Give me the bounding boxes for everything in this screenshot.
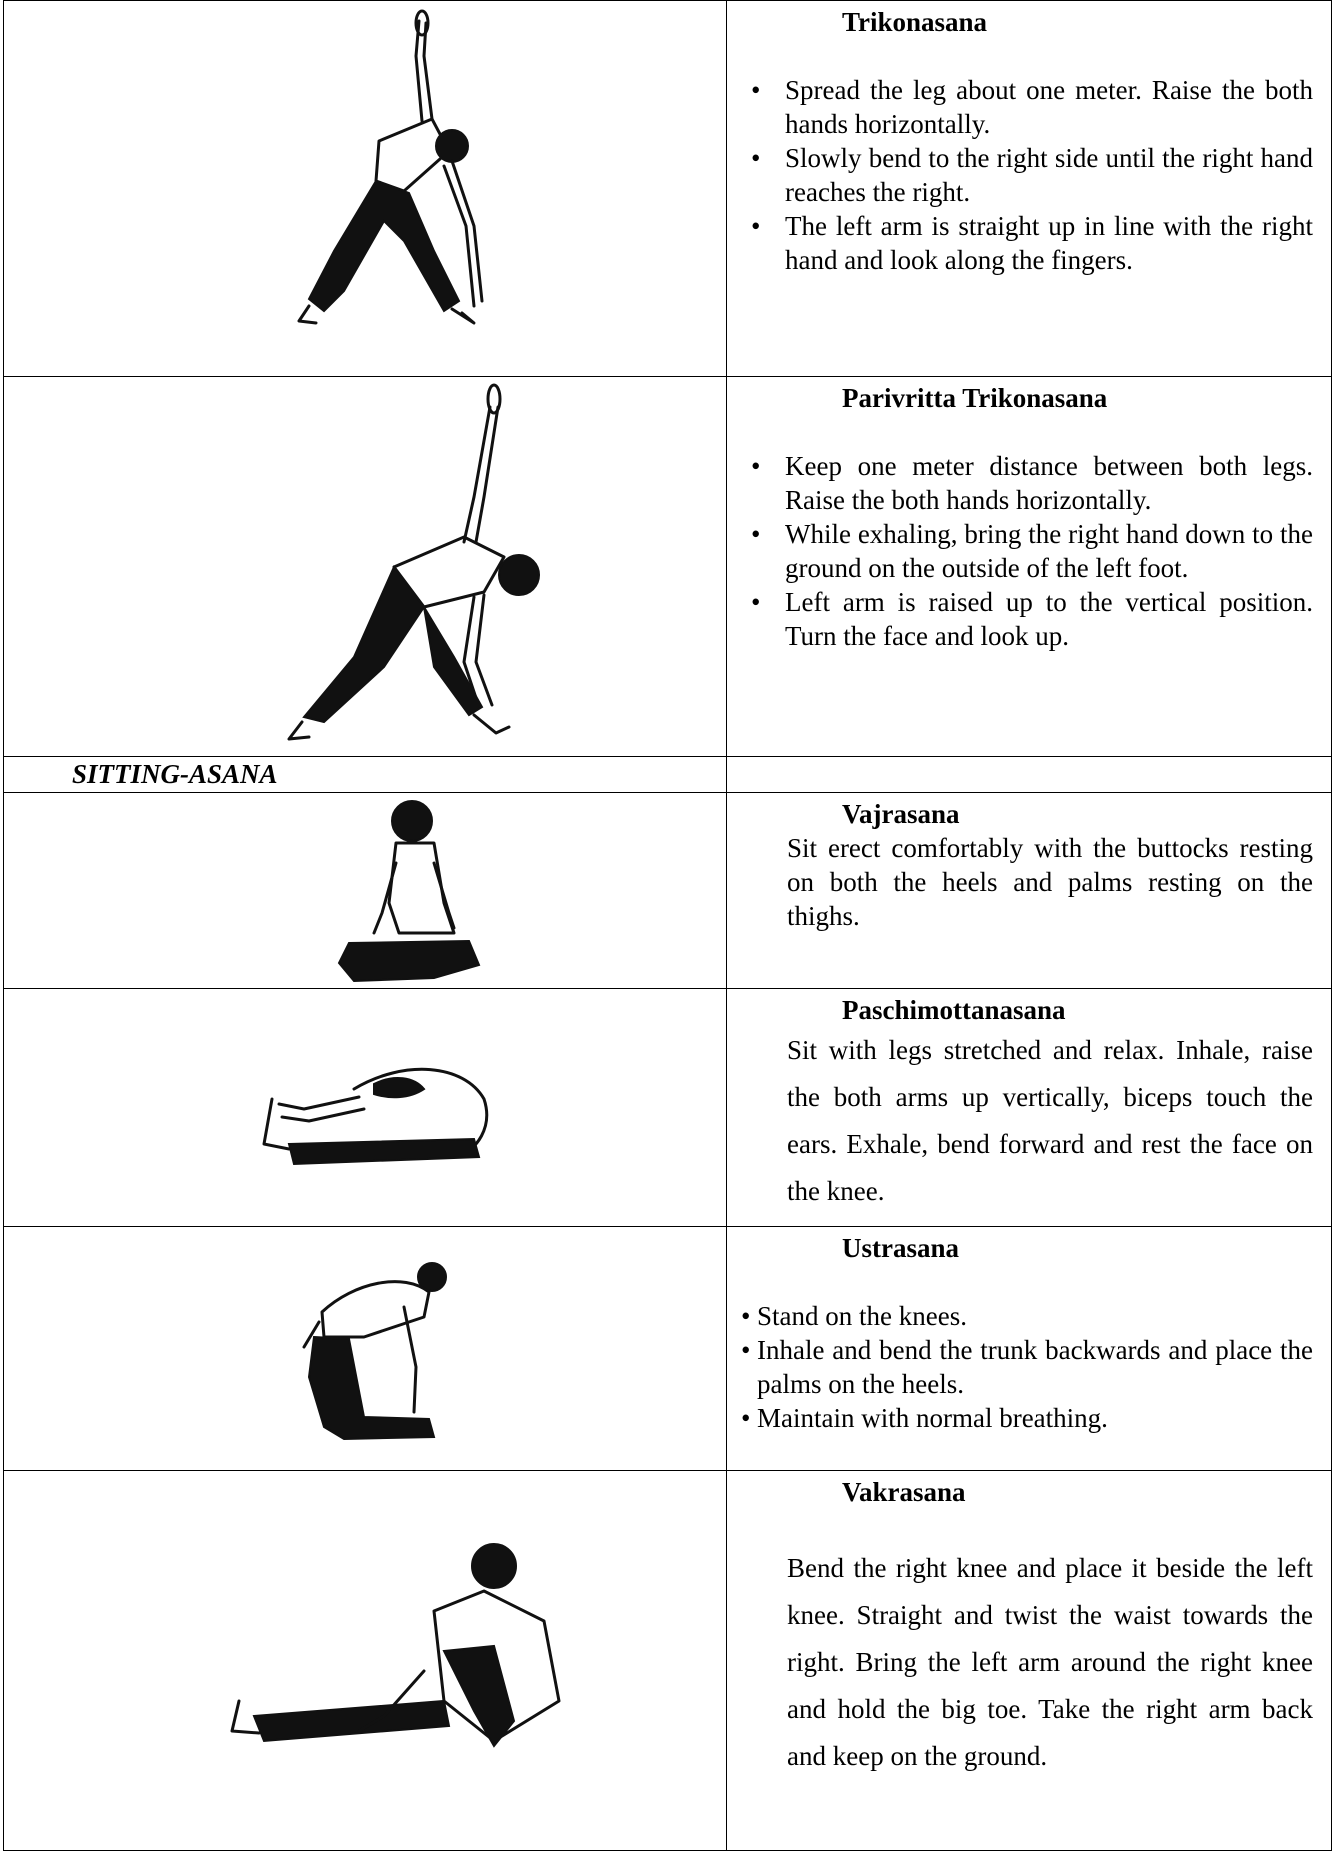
list-item (727, 141, 1313, 209)
image-cell (4, 1227, 727, 1471)
table-row (4, 1471, 1332, 1851)
step-text: The left arm is straight up in line with the right hand and look along the fingers. (785, 211, 1313, 275)
asana-title: Trikonasana (842, 7, 988, 37)
asana-title: Parivritta Trikonasana (842, 383, 1108, 413)
step-text: Spread the leg about one meter. Raise the both hands horizontally. (785, 75, 1313, 139)
section-label: SITTING-ASANA (72, 759, 278, 789)
asana-title: Ustrasana (842, 1233, 960, 1263)
list-item (741, 1299, 1313, 1333)
step-list (727, 449, 1331, 653)
list-item (741, 1333, 1313, 1401)
text-cell (727, 377, 1332, 757)
list-item (727, 449, 1313, 517)
asana-title: Vajrasana (842, 799, 960, 829)
list-item (727, 73, 1313, 141)
vajrasana-figure-icon (4, 793, 727, 989)
asana-title: Paschimottanasana (842, 995, 1066, 1025)
text-cell (727, 1471, 1332, 1851)
image-cell (4, 1471, 727, 1851)
vakrasana-figure-icon (4, 1471, 727, 1851)
table-row (4, 1227, 1332, 1471)
trikonasana-figure-icon (4, 1, 727, 377)
step-text: Slowly bend to the right side until the right hand reaches the right. (785, 143, 1313, 207)
step-text: While exhaling, bring the right hand down to the ground on the outside of the left foot. (785, 519, 1313, 583)
table-row (4, 989, 1332, 1227)
list-item (727, 517, 1313, 585)
step-text: Inhale and bend the trunk backwards and place the palms on the heels. (757, 1335, 1313, 1399)
step-list (741, 1299, 1331, 1435)
step-text: Stand on the knees. (757, 1301, 967, 1331)
image-cell (4, 377, 727, 757)
step-text: Left arm is raised up to the vertical position. Turn the face and look up. (785, 587, 1313, 651)
list-item (727, 585, 1313, 653)
text-cell (727, 1, 1332, 377)
text-cell (727, 989, 1332, 1227)
section-cell (4, 757, 727, 793)
asana-description: Bend the right knee and place it beside the left knee. Straight and twist the waist towards the right. Bring the left arm around the right knee and hold the big toe. Take the right arm back and keep on the ground. (787, 1553, 1313, 1771)
asana-table (3, 0, 1332, 1851)
text-cell (727, 793, 1332, 989)
paschimottanasana-figure-icon (4, 989, 727, 1227)
image-cell (4, 989, 727, 1227)
asana-description: Sit with legs stretched and relax. Inhale, raise the both arms up vertically, biceps touch the ears. Exhale, bend forward and rest the face on the knee. (787, 1035, 1313, 1206)
image-cell (4, 793, 727, 989)
empty-cell (727, 757, 1332, 793)
asana-title: Vakrasana (842, 1477, 966, 1507)
list-item (727, 209, 1313, 277)
asana-description: Sit erect comfortably with the buttocks resting on both the heels and palms resting on the thighs. (787, 833, 1313, 931)
table-row (4, 757, 1332, 793)
table-row (4, 793, 1332, 989)
step-list (727, 73, 1331, 277)
step-text: Keep one meter distance between both legs. Raise the both hands horizontally. (785, 451, 1313, 515)
parivritta-trikonasana-figure-icon (4, 377, 727, 757)
table-row (4, 377, 1332, 757)
ustrasana-figure-icon (4, 1227, 727, 1471)
text-cell (727, 1227, 1332, 1471)
table-row (4, 1, 1332, 377)
step-text: Maintain with normal breathing. (757, 1403, 1108, 1433)
list-item (741, 1401, 1313, 1435)
image-cell (4, 1, 727, 377)
